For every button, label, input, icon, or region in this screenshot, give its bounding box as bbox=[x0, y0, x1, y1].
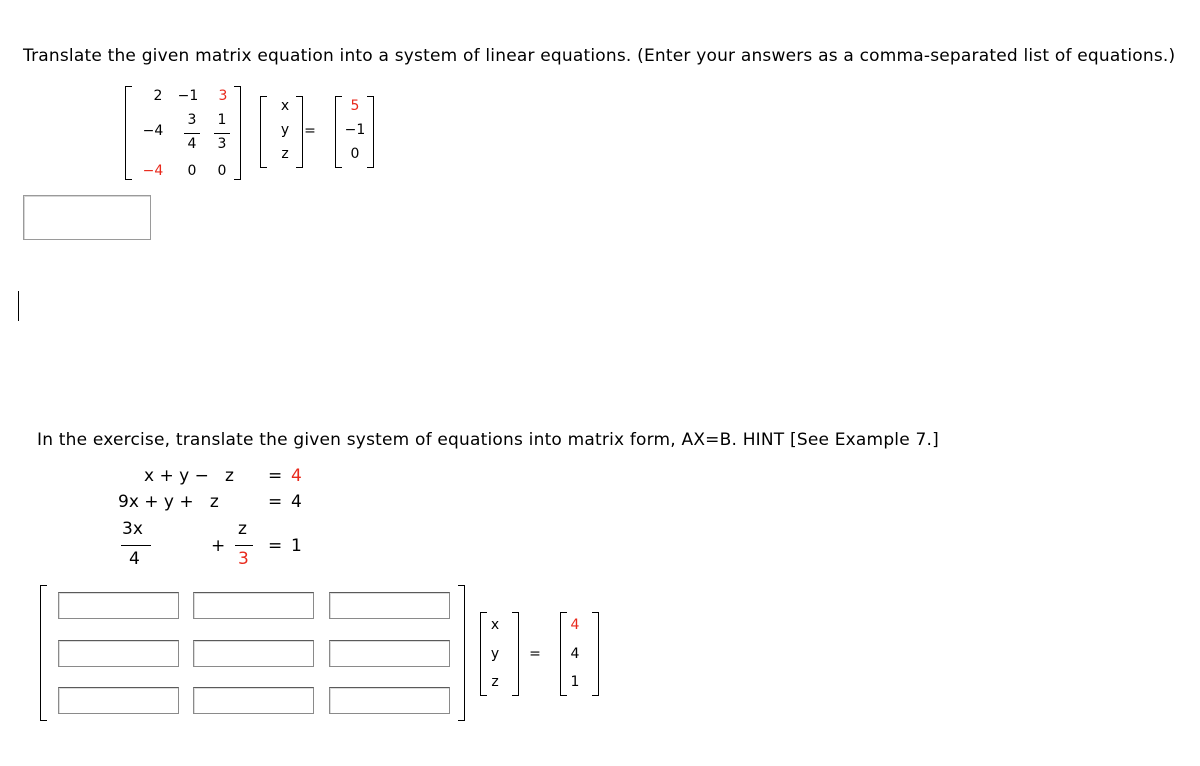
q1-b1: 5 bbox=[350, 98, 360, 114]
q1-a23-fraction-bar bbox=[214, 133, 230, 134]
q2-matrix-input-r3c2[interactable] bbox=[193, 687, 314, 714]
q2-eq1-equals: = bbox=[268, 466, 283, 486]
q2-matrix-a-right-bracket bbox=[458, 585, 465, 721]
q2-matrix-input-r1c3[interactable] bbox=[329, 592, 450, 619]
q2-matrix-input-r1c1[interactable] bbox=[58, 592, 179, 619]
q1-a22-fraction-bar bbox=[184, 133, 200, 134]
q2-b1: 4 bbox=[570, 617, 580, 633]
q1-a32: 0 bbox=[187, 163, 197, 179]
q1-vector-b-right-bracket bbox=[367, 96, 374, 168]
q2-eq3-term2-denominator: 3 bbox=[238, 549, 249, 569]
q1-x1: x bbox=[280, 98, 290, 114]
q2-matrix-input-r2c1[interactable] bbox=[58, 640, 179, 667]
q2-eq3-equals: = bbox=[268, 536, 283, 556]
q2-matrix-a-left-bracket bbox=[40, 585, 47, 721]
q2-x2: y bbox=[490, 646, 500, 662]
q2-matrix-input-r1c2[interactable] bbox=[193, 592, 314, 619]
q1-a23-denominator: 3 bbox=[217, 136, 227, 152]
q2-vector-b-right-bracket bbox=[592, 612, 599, 696]
q2-matrix-input-r2c2[interactable] bbox=[193, 640, 314, 667]
q1-answer-input[interactable] bbox=[23, 195, 151, 240]
q1-equals-sign: = bbox=[304, 123, 316, 139]
q1-a12: −1 bbox=[177, 88, 199, 104]
q2-eq3-term1-fraction-bar bbox=[121, 545, 151, 546]
q2-b3: 1 bbox=[570, 674, 580, 690]
q2-eq3-term1-denominator: 4 bbox=[129, 549, 140, 569]
text-cursor bbox=[18, 291, 19, 321]
q1-x3: z bbox=[281, 146, 289, 162]
q2-vector-x-right-bracket bbox=[512, 612, 519, 696]
q2-eq3-term1-numerator: 3x bbox=[122, 519, 143, 539]
q2-b2: 4 bbox=[570, 646, 580, 662]
q1-a13: 3 bbox=[218, 88, 228, 104]
q2-x1: x bbox=[490, 617, 500, 633]
q2-eq3-plus: + bbox=[211, 536, 226, 556]
q2-matrix-input-r3c3[interactable] bbox=[329, 687, 450, 714]
q1-a22-denominator: 4 bbox=[187, 136, 197, 152]
q1-a21: −4 bbox=[142, 123, 164, 139]
q1-a31: −4 bbox=[142, 163, 164, 179]
q2-eq3-term2-fraction-bar bbox=[235, 545, 253, 546]
q2-eq1-lhs: x + y − z bbox=[144, 466, 234, 486]
q2-equals-sign: = bbox=[529, 646, 541, 662]
q1-a22-numerator: 3 bbox=[187, 112, 197, 128]
q2-eq2-equals: = bbox=[268, 492, 283, 512]
q1-a11: 2 bbox=[153, 88, 163, 104]
q2-eq2-lhs: 9x + y + z bbox=[118, 492, 219, 512]
q2-instruction: In the exercise, translate the given system of equations into matrix form, AX=B. HINT [See Example 7.] bbox=[37, 430, 939, 450]
q2-matrix-input-r2c3[interactable] bbox=[329, 640, 450, 667]
q1-matrix-a-right-bracket bbox=[234, 86, 241, 180]
q2-eq3-rhs: 1 bbox=[291, 536, 302, 556]
q2-matrix-input-r3c1[interactable] bbox=[58, 687, 179, 714]
q1-matrix-a-left-bracket bbox=[125, 86, 132, 180]
q1-a33: 0 bbox=[217, 163, 227, 179]
q1-vector-x-left-bracket bbox=[260, 96, 267, 168]
q1-b2: −1 bbox=[344, 122, 366, 138]
q1-instruction: Translate the given matrix equation into a system of linear equations. (Enter your answers as a comma-separated list of equations.) bbox=[23, 46, 1176, 66]
q2-x3: z bbox=[491, 674, 499, 690]
q1-vector-b-left-bracket bbox=[335, 96, 342, 168]
q1-b3: 0 bbox=[350, 146, 360, 162]
q1-x2: y bbox=[280, 122, 290, 138]
q2-eq1-rhs: 4 bbox=[291, 466, 302, 486]
q1-a23-numerator: 1 bbox=[217, 112, 227, 128]
q2-eq3-term2-numerator: z bbox=[238, 519, 247, 539]
q2-eq2-rhs: 4 bbox=[291, 492, 302, 512]
